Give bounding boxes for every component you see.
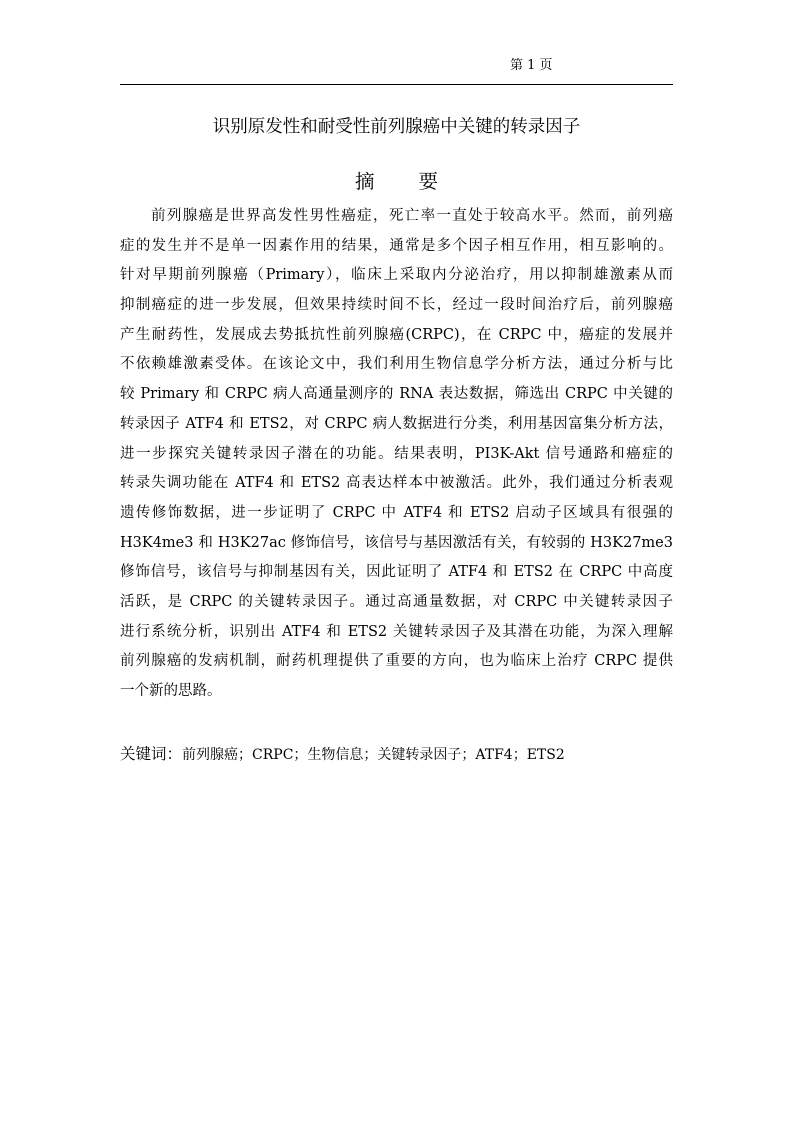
abstract-line: 产生耐药性，发展成去势抵抗性前列腺癌(CRPC)，在 CRPC 中，癌症的发展并 (120, 326, 673, 343)
abstract-line: 前列腺癌的发病机制，耐药机理提供了重要的方向，也为临床上治疗 CRPC 提供 (120, 653, 673, 670)
abstract-line: 前列腺癌是世界高发性男性癌症，死亡率一直处于较高水平。然而，前列癌 (151, 208, 673, 224)
abstract-line: 抑制癌症的进一步发展，但效果持续时间不长，经过一段时间治疗后，前列腺癌 (120, 297, 673, 314)
abstract-line: 修饰信号，该信号与抑制基因有关，因此证明了 ATF4 和 ETS2 在 CRPC 中高度 (120, 564, 673, 581)
keywords (120, 740, 673, 768)
abstract-line: 进一步探究关键转录因子潜在的功能。结果表明，PI3K-Akt 信号通路和癌症的 (120, 445, 673, 462)
abstract-line: 针对早期前列腺癌（Primary），临床上采取内分泌治疗，用以抑制雄激素从而 (120, 267, 673, 284)
page-number: 第 1 页 (510, 58, 553, 73)
abstract-heading: 摘要 (354, 170, 482, 193)
abstract-line: H3K4me3 和 H3K27ac 修饰信号，该信号与基因激活有关，有较弱的 H3K27me3 (120, 534, 673, 551)
abstract-line: 不依赖雄激素受体。在该论文中，我们利用生物信息学分析方法，通过分析与比 (120, 356, 673, 373)
abstract-line: 一个新的思路。 (120, 683, 222, 699)
page-header (120, 56, 673, 85)
keywords-text: 前列腺癌；CRPC；生物信息；关键转录因子；ATF4；ETS2 (182, 747, 565, 763)
paper-title: 识别原发性和耐受性前列腺癌中关键的转录因子 (212, 117, 581, 137)
abstract-line: 活跃，是 CRPC 的关键转录因子。通过高通量数据，对 CRPC 中关键转录因子 (120, 593, 673, 610)
abstract-body (120, 202, 673, 707)
abstract-line: 遗传修饰数据，进一步证明了 CRPC 中 ATF4 和 ETS2 启动子区域具有很强的 (120, 504, 673, 521)
abstract-line: 转录失调功能在 ATF4 和 ETS2 高表达样本中被激活。此外，我们通过分析表观 (120, 475, 673, 492)
abstract-line: 转录因子 ATF4 和 ETS2，对 CRPC 病人数据进行分类，利用基因富集分析方法， (120, 415, 673, 432)
keywords-label: 关键词： (120, 745, 183, 763)
abstract-line: 症的发生并不是单一因素作用的结果，通常是多个因子相互作用，相互影响的。 (120, 237, 673, 254)
abstract-line: 进行系统分析，识别出 ATF4 和 ETS2 关键转录因子及其潜在功能，为深入理解 (120, 623, 673, 640)
abstract-line: 较 Primary 和 CRPC 病人高通量测序的 RNA 表达数据，筛选出 CRPC 中关键的 (120, 386, 673, 403)
